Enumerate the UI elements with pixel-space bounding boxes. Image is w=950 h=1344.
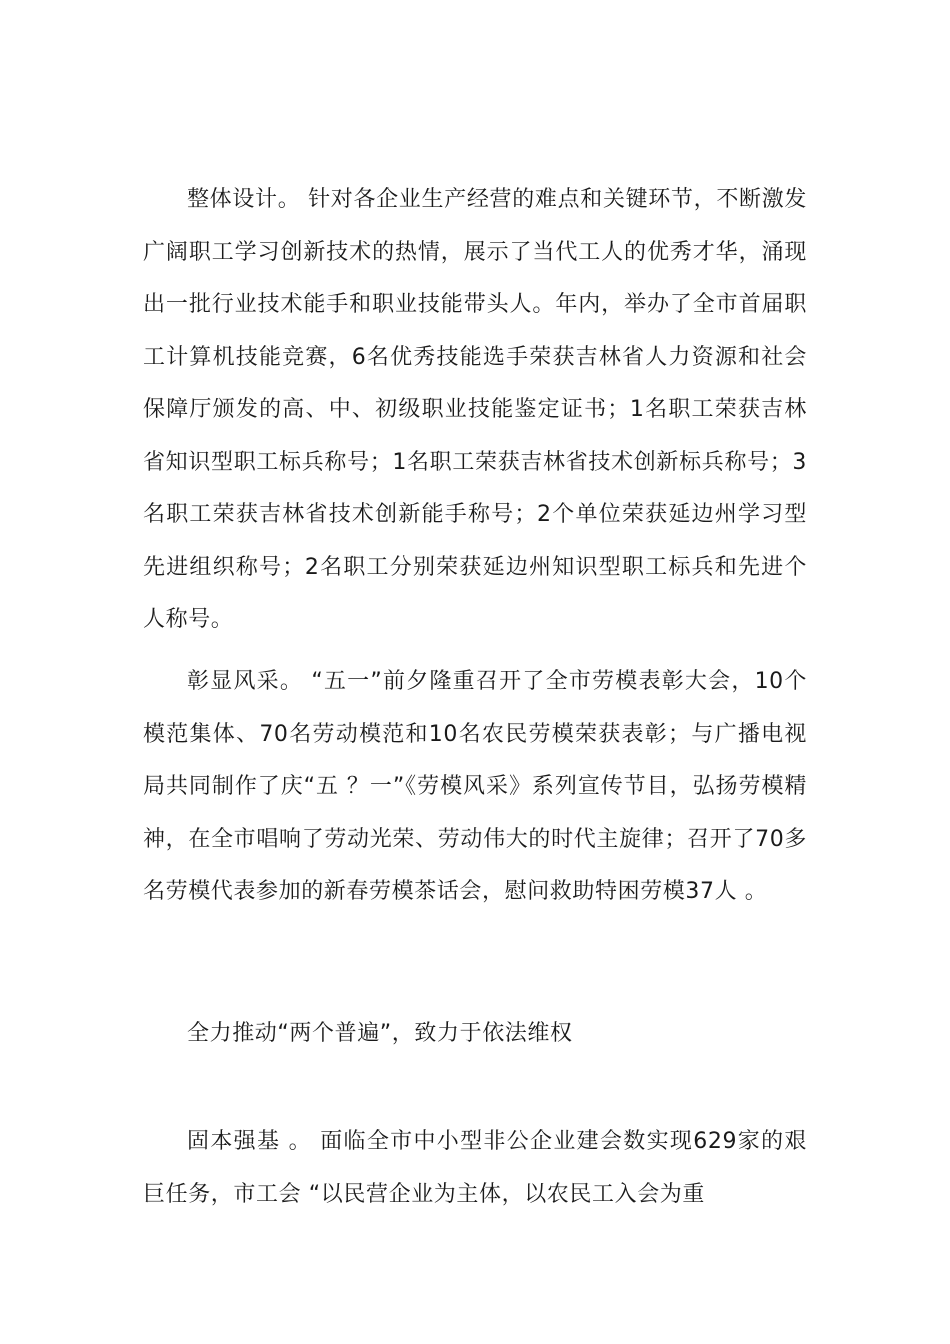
paragraph-consolidate-foundation: 固本强基 。 面临全市中小型非公企业建会数实现629家的艰巨任务，市工会 “以民营企业为主体，以农民工入会为重 <box>143 1129 807 1207</box>
paragraph-overall-design: 整体设计。 针对各企业生产经营的难点和关键环节，不断激发广阔职工学习创新技术的热情，展示了当代工人的优秀才华，涌现出一批行业技术能手和职业技能带头人。年内，举办了全市首届职工计算机技能竞赛，6名优秀技能选手荣获吉林省人力资源和社会保障厅颁发的高、中、初级职业技能鉴定证书；1名职工荣获吉林省知识型职工标兵称号；1名职工荣获吉林省技术创新标兵称号；3名职工荣获吉林省技术创新能手称号；2个单位荣获延边州学习型先进组织称号；2名职工分别荣获延边州知识型职工标兵和先进个人称号。 <box>143 187 807 632</box>
paragraph-showcase-style: 彰显风采。 “五一”前夕隆重召开了全市劳模表彰大会，10个模范集体、70名劳动模范和10名农民劳模荣获表彰；与广播电视局共同制作了庆“五 ？一”《劳模风采》系列宣传节目，弘扬劳模精神，在全市唱响了劳动光荣、劳动伟大的时代主旋律；召开了70多名劳模代表参加的新春劳模茶话会，慰问救助特困劳模37人 。 <box>143 669 807 904</box>
section-heading: 全力推动“两个普遍”，致力于依法维权 <box>187 1021 573 1046</box>
